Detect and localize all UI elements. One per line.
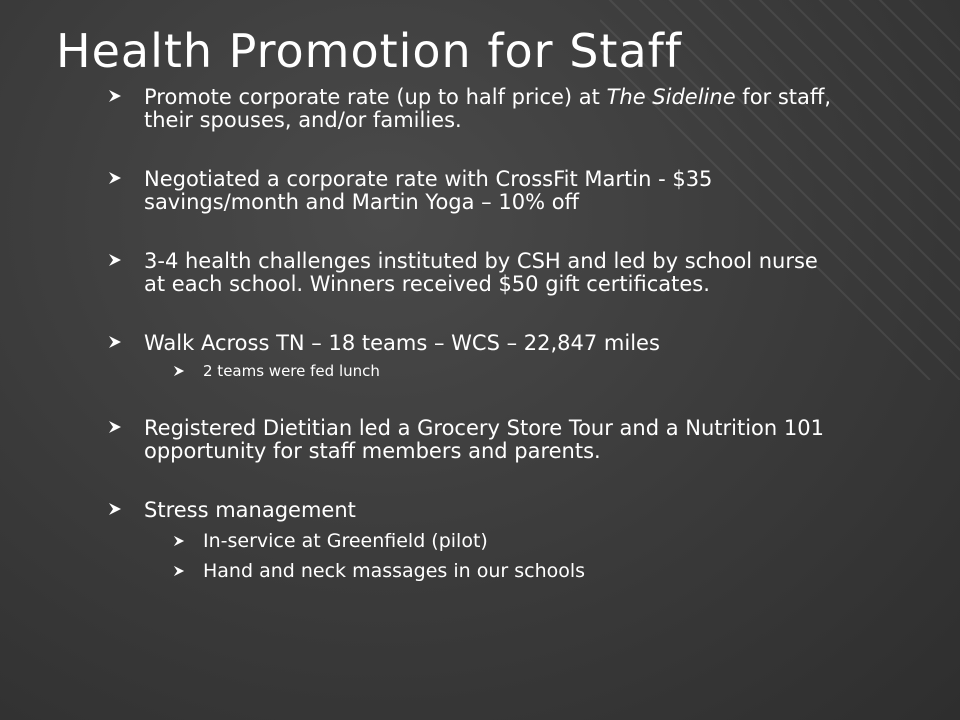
arrowhead-bullet-icon xyxy=(173,365,185,377)
bullet-text: for staff, their spouses, and/or families. xyxy=(144,85,832,132)
bullet-item xyxy=(104,417,844,463)
sub-bullet-item xyxy=(173,361,844,381)
bullet-text: Negotiated a corporate rate with CrossFit Martin - $35 savings/month and Martin Yoga – 10% off xyxy=(144,167,713,214)
bullet-item xyxy=(104,250,844,296)
bullet-text: Promote corporate rate (up to half price) at xyxy=(144,85,607,109)
arrowhead-bullet-icon xyxy=(173,535,185,547)
sub-bullet-text: 2 teams were fed lunch xyxy=(203,362,380,380)
bullet-list xyxy=(104,86,844,582)
bullet-text: Registered Dietitian led a Grocery Store Tour and a Nutrition 101 opportunity for staff members and parents. xyxy=(144,416,824,463)
sub-bullet-text: In-service at Greenfield (pilot) xyxy=(203,530,488,552)
bullet-item xyxy=(104,499,844,582)
bullet-text: 3-4 health challenges instituted by CSH and led by school nurse at each school. Winners received $50 gift certificates. xyxy=(144,249,818,296)
venue-name: The Sideline xyxy=(606,85,736,109)
arrowhead-bullet-icon xyxy=(108,335,122,349)
bullet-text: Stress management xyxy=(144,498,356,522)
bullet-text: Walk Across TN – 18 teams – WCS – 22,847 miles xyxy=(144,331,660,355)
bullet-item xyxy=(104,86,844,132)
sub-bullet-text: Hand and neck massages in our schools xyxy=(203,560,586,582)
bullet-item xyxy=(104,332,844,381)
arrowhead-bullet-icon xyxy=(108,89,122,103)
arrowhead-bullet-icon xyxy=(108,171,122,185)
arrowhead-bullet-icon xyxy=(108,253,122,267)
page-title: Health Promotion for Staff xyxy=(56,24,683,78)
arrowhead-bullet-icon xyxy=(173,565,185,577)
sub-bullet-item xyxy=(173,530,844,552)
arrowhead-bullet-icon xyxy=(108,502,122,516)
bullet-item xyxy=(104,168,844,214)
arrowhead-bullet-icon xyxy=(108,420,122,434)
sub-bullet-item xyxy=(173,560,844,582)
